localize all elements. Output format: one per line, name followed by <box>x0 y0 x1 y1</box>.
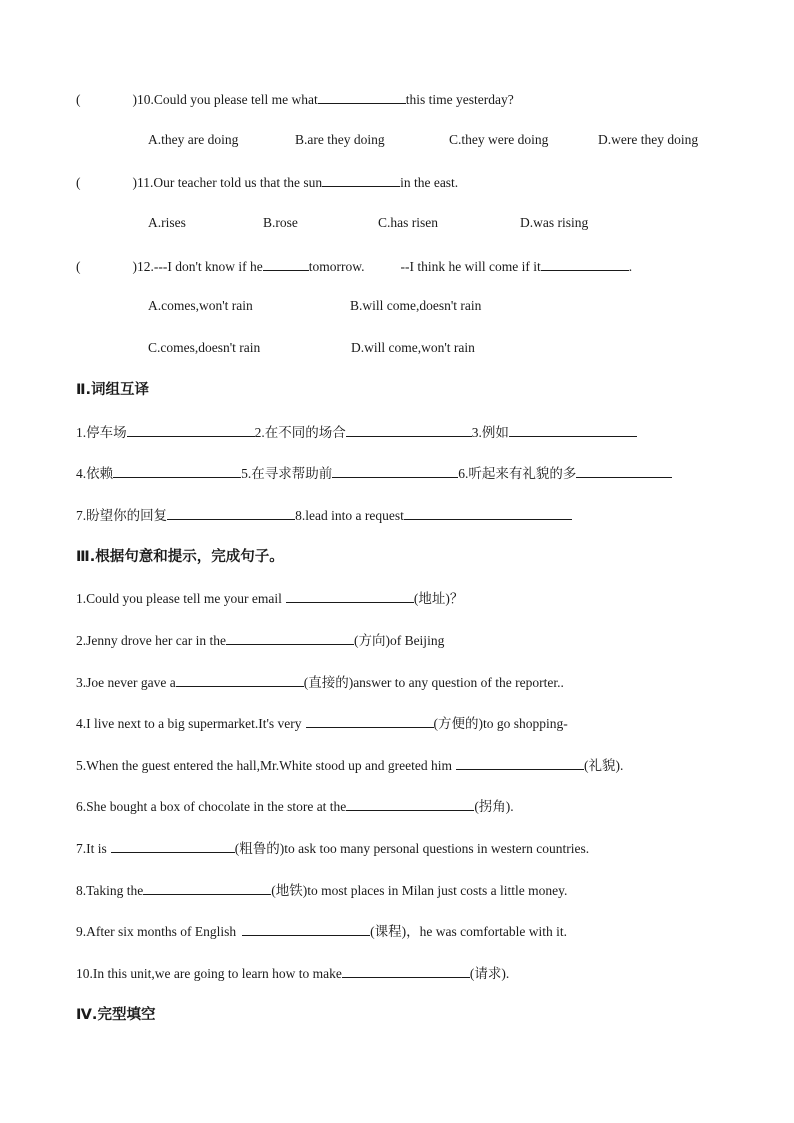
sentence-10 <box>76 963 509 983</box>
sentence-blank[interactable] <box>346 796 474 811</box>
phrase-blank[interactable] <box>127 422 255 437</box>
phrase-item: 8.lead into a request <box>295 508 404 523</box>
option-c[interactable]: C.they were doing <box>449 132 549 147</box>
sentence-blank[interactable] <box>242 921 370 936</box>
phrase-blank[interactable] <box>404 505 572 520</box>
option-a[interactable]: A.they are doing <box>148 132 239 147</box>
sentence-blank[interactable] <box>176 672 304 687</box>
option-c[interactable]: C.has risen <box>378 215 438 230</box>
sentence-hint: (方向)of Beijing <box>353 633 445 648</box>
sentence-text: 3.Joe never gave a <box>76 675 176 690</box>
question-text-end: . <box>628 259 633 274</box>
sentence-4 <box>76 713 568 733</box>
phrase-blank[interactable] <box>576 463 672 478</box>
option-d[interactable]: D.will come,won't rain <box>351 340 475 355</box>
option-b[interactable]: B.rose <box>263 215 298 230</box>
sentence-blank[interactable] <box>456 755 584 770</box>
phrase-item: 7.盼望你的回复 <box>76 508 168 523</box>
sentence-8 <box>76 880 567 900</box>
answer-blank[interactable] <box>263 256 309 271</box>
sentence-text: 5.When the guest entered the hall,Mr.White stood up and greeted him <box>76 758 453 773</box>
phrase-blank[interactable] <box>167 505 295 520</box>
answer-blank-2[interactable] <box>541 256 629 271</box>
sentence-1 <box>76 588 463 608</box>
sentence-blank[interactable] <box>143 880 271 895</box>
sentence-text: 9.After six months of English <box>76 924 237 939</box>
sentence-text: 10.In this unit,we are going to learn how to make <box>76 966 342 981</box>
sentence-blank[interactable] <box>226 630 354 645</box>
answer-blank[interactable] <box>318 89 406 104</box>
paren-open: ( <box>76 259 81 274</box>
sentence-6 <box>76 796 514 816</box>
phrase-item: 4.依赖 <box>76 466 114 481</box>
option-a[interactable]: A.rises <box>148 215 186 230</box>
phrase-blank[interactable] <box>113 463 241 478</box>
question-10 <box>76 89 514 109</box>
option-c[interactable]: C.comes,doesn't rain <box>148 340 261 355</box>
option-a[interactable]: A.comes,won't rain <box>148 298 253 313</box>
sentence-text: 6.She bought a box of chocolate in the store at the <box>76 799 347 814</box>
option-d[interactable]: D.was rising <box>520 215 589 230</box>
sentence-hint: (拐角). <box>474 799 514 814</box>
option-b[interactable]: B.are they doing <box>295 132 385 147</box>
answer-blank[interactable] <box>322 172 400 187</box>
question-11 <box>76 172 458 192</box>
sentence-text: 4.I live next to a big supermarket.It's very <box>76 716 302 731</box>
phrase-row-1 <box>76 422 637 442</box>
question-12 <box>76 256 632 276</box>
question-text-end: in the east. <box>400 175 459 190</box>
sentence-hint: (课程)，he was comfortable with it. <box>370 924 567 939</box>
phrase-blank[interactable] <box>509 422 637 437</box>
phrase-row-3 <box>76 505 572 525</box>
option-d[interactable]: D.were they doing <box>598 132 699 147</box>
sentence-hint: (地铁)to most places in Milan just costs a little money. <box>271 883 568 898</box>
sentence-blank[interactable] <box>342 963 470 978</box>
sentence-hint: (直接的)answer to any question of the reporter.. <box>303 675 564 690</box>
section-2-title: Ⅱ.词组互译 <box>76 382 150 398</box>
sentence-blank[interactable] <box>286 588 414 603</box>
sentence-text: 8.Taking the <box>76 883 144 898</box>
question-text-mid: tomorrow. <box>308 259 365 274</box>
sentence-text: 1.Could you please tell me your email <box>76 591 282 606</box>
sentence-text: 7.It is <box>76 841 107 856</box>
sentence-7 <box>76 838 589 858</box>
sentence-3 <box>76 672 564 692</box>
sentence-hint: (地址)？ <box>413 591 464 606</box>
question-text-reply: --I think he will come if it <box>400 259 541 274</box>
phrase-row-2 <box>76 463 672 483</box>
paren-close: ) <box>132 259 137 274</box>
paren-close: ) <box>132 92 137 107</box>
sentence-9 <box>76 921 567 941</box>
sentence-blank[interactable] <box>111 838 235 853</box>
phrase-blank[interactable] <box>332 463 458 478</box>
option-b[interactable]: B.will come,doesn't rain <box>350 298 482 313</box>
phrase-item: 1.停车场 <box>76 425 127 440</box>
phrase-item: 6.听起来有礼貌的多 <box>458 466 577 481</box>
sentence-hint: (粗鲁的)to ask too many personal questions in western countries. <box>234 841 590 856</box>
sentence-hint: (礼貌). <box>584 758 624 773</box>
phrase-item: 3.例如 <box>471 425 509 440</box>
sentence-hint: (请求). <box>469 966 510 981</box>
paren-close: ) <box>132 175 137 190</box>
phrase-blank[interactable] <box>346 422 472 437</box>
sentence-blank[interactable] <box>306 713 434 728</box>
sentence-5 <box>76 755 623 775</box>
paren-open: ( <box>76 92 81 107</box>
sentence-hint: (方便的)to go shopping- <box>433 716 568 731</box>
question-text: 11.Our teacher told us that the sun <box>137 175 323 190</box>
question-text: 10.Could you please tell me what <box>137 92 318 107</box>
phrase-item: 2.在不同的场合 <box>254 425 346 440</box>
paren-open: ( <box>76 175 81 190</box>
phrase-item: 5.在寻求帮助前 <box>241 466 333 481</box>
section-4-title: Ⅳ.完型填空 <box>76 1007 156 1023</box>
section-3-title: Ⅲ.根据句意和提示，完成句子。 <box>76 549 284 565</box>
sentence-2 <box>76 630 444 650</box>
sentence-text: 2.Jenny drove her car in the <box>76 633 226 648</box>
question-text-end: this time yesterday? <box>405 92 514 107</box>
question-text: 12.---I don't know if he <box>137 259 263 274</box>
